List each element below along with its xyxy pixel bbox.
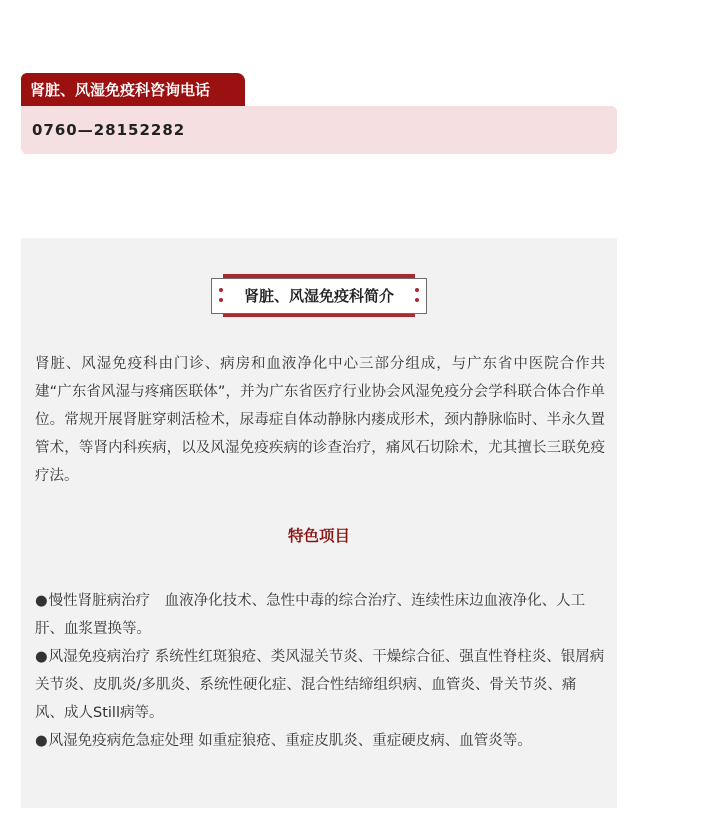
list-item xyxy=(35,643,605,727)
phone-number[interactable]: 0760—28152282 xyxy=(21,106,617,154)
department-intro-panel xyxy=(21,238,617,808)
features-heading: 特色项目 xyxy=(287,527,350,545)
list-item xyxy=(35,727,605,755)
feature-text: 慢性肾脏病治疗 血液净化技术、急性中毒的综合治疗、连续性床边血液净化、人工肝、血浆置换等。 xyxy=(35,593,586,637)
features-list xyxy=(35,587,605,755)
section-title-frame xyxy=(211,274,427,317)
bullet-icon: ● xyxy=(35,649,48,665)
department-intro-text: 肾脏、风湿免疫科由门诊、病房和血液净化中心三部分组成，与广东省中医院合作共建“广东省风湿与疼痛医联体”，并为广东省医疗行业协会风湿免疫分会学科联合体合作单位。常规开展肾脏穿刺活检术，尿毒症自体动静脉内瘘成形术，颈内静脉临时、半永久置管术，等肾内科疾病，以及风湿免疫疾病的诊查治疗，痛风石切除术，尤其擅长三联免疫疗法。 xyxy=(35,356,605,484)
feature-text: 风湿免疫病危急症处理 如重症狼疮、重症皮肌炎、重症硬皮病、血管炎等。 xyxy=(48,733,532,749)
bullet-icon: ● xyxy=(35,593,48,609)
feature-text: 风湿免疫病治疗 系统性红斑狼疮、类风湿关节炎、干燥综合征、强直性脊柱炎、银屑病关节炎、皮肌炎/多肌炎、系统性硬化症、混合性结缔组织病、血管炎、骨关节炎、痛风、成人Still病等。 xyxy=(35,649,605,721)
section-title: 肾脏、风湿免疫科简介 xyxy=(243,287,394,305)
bullet-icon: ● xyxy=(35,733,48,749)
contact-title-tab: 肾脏、风湿免疫科咨询电话 xyxy=(21,73,245,108)
list-item xyxy=(35,587,605,643)
title-box xyxy=(211,278,427,314)
